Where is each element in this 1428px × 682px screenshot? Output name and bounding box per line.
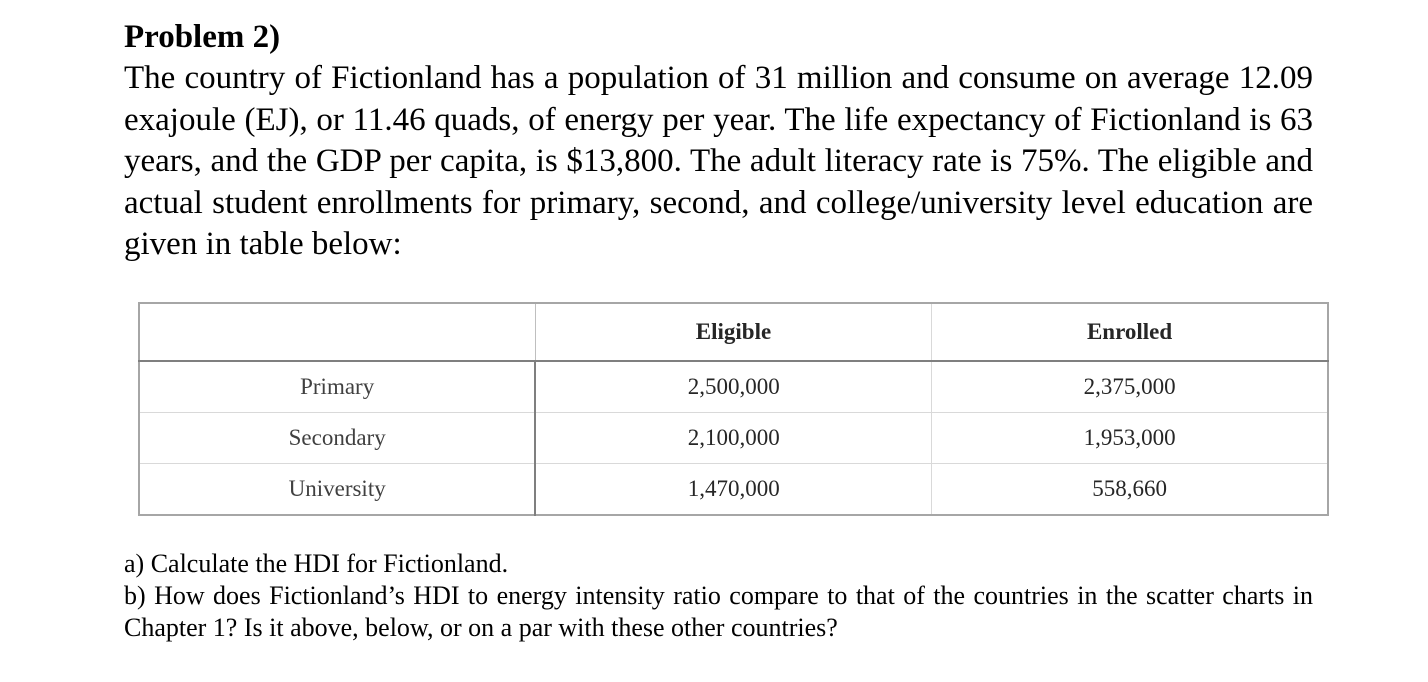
table-header-eligible: Eligible <box>535 303 931 361</box>
row-level-cell: Secondary <box>139 413 535 464</box>
table-row <box>139 464 1328 516</box>
row-level-cell: Primary <box>139 361 535 413</box>
problem-intro: The country of Fictionland has a population of 31 million and consume on average 12.09 exajoule (EJ), or 11.46 quads, of energy per year. The life expectancy of Fictionland is 63 years, and the GDP per capita, is $13,800. The adult literacy rate is 75%. The eligible and actual student enrollments for primary, second, and college/university level education are given in table below: <box>124 60 1313 262</box>
row-eligible-cell: 2,100,000 <box>535 413 931 464</box>
row-enrolled-cell: 1,953,000 <box>932 413 1328 464</box>
row-eligible-cell: 1,470,000 <box>535 464 931 516</box>
row-enrolled-cell: 558,660 <box>1092 476 1167 501</box>
table-header-level <box>139 303 535 361</box>
row-level-cell: University <box>139 464 535 516</box>
table-row <box>139 413 1328 464</box>
table-row <box>139 361 1328 413</box>
table-header-row <box>139 303 1328 361</box>
questions-block <box>124 548 1313 644</box>
table-header-enrolled: Enrolled <box>932 303 1328 361</box>
question-a: a) Calculate the HDI for Fictionland. <box>124 549 509 578</box>
problem-title: Problem 2) <box>124 19 281 55</box>
enrollment-table <box>138 302 1329 516</box>
row-eligible-cell: 2,500,000 <box>535 361 931 413</box>
question-b: b) How does Fictionland’s HDI to energy intensity ratio compare to that of the countries in the scatter charts in Chapter 1? Is it above, below, or on a par with these other countries? <box>124 581 1313 642</box>
row-enrolled-cell: 2,375,000 <box>932 361 1328 413</box>
